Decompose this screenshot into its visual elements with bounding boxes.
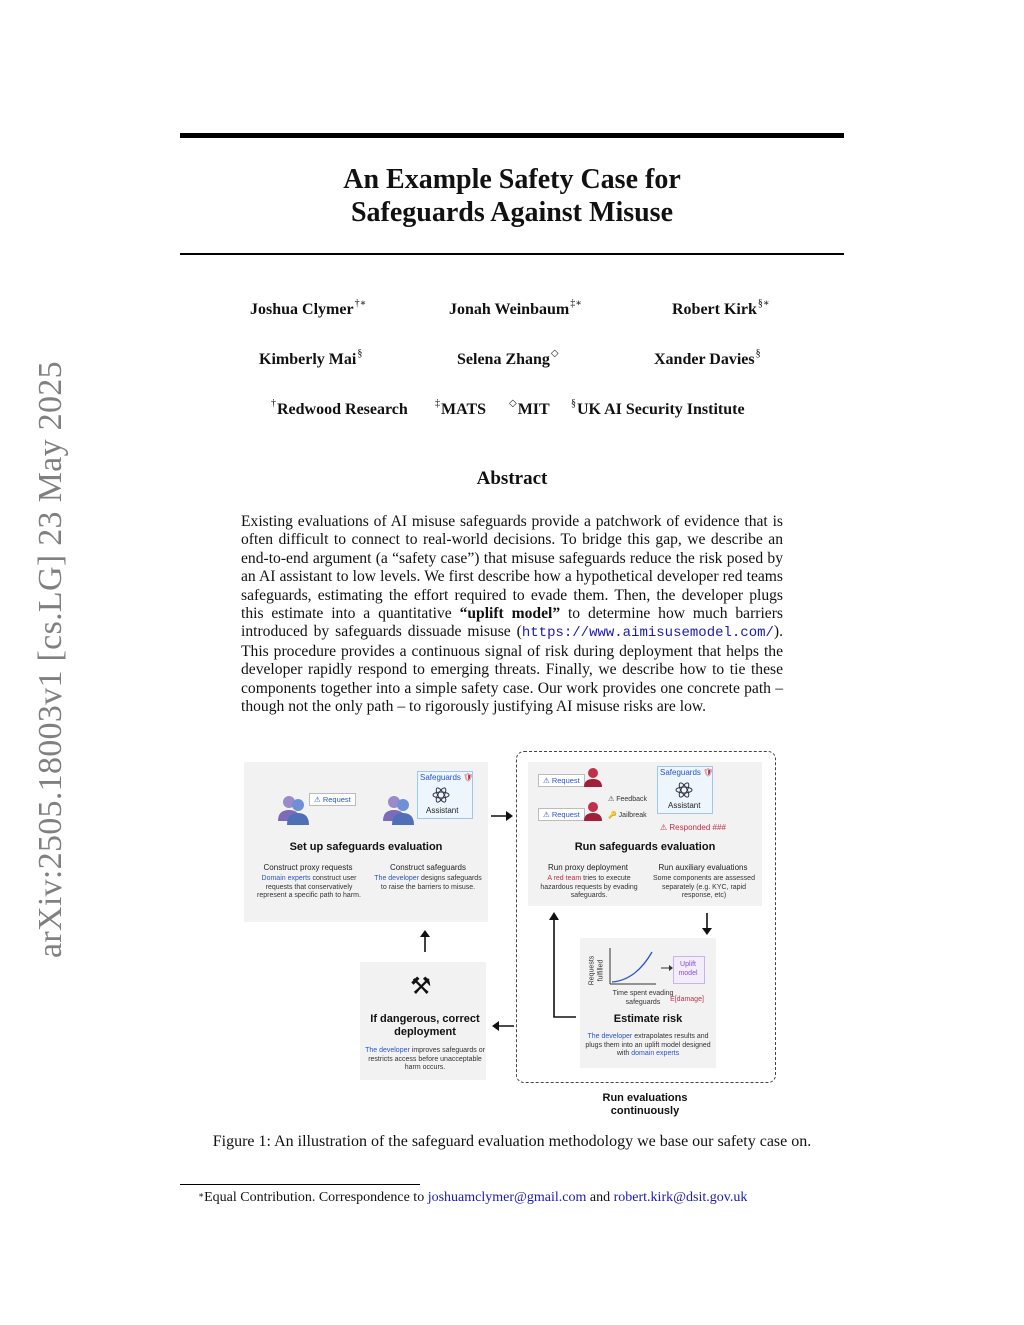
users-icon <box>275 793 311 827</box>
responded-label: ⚠ Responded ### <box>660 823 726 832</box>
arrow-right <box>490 810 514 822</box>
red-team-icon <box>582 766 604 788</box>
atom-icon <box>432 787 450 803</box>
run-request-tag-2: ⚠ Request <box>538 808 585 821</box>
setup-request-tag: ⚠ Request <box>309 793 356 806</box>
run-left-subheading: Run proxy deployment <box>547 863 629 872</box>
abstract-heading: Abstract <box>476 468 548 489</box>
author-1: Joshua Clymer†∗ <box>250 298 367 318</box>
uplift-model-label: Uplift model <box>678 961 698 977</box>
author-5: Selena Zhang◇ <box>457 348 559 368</box>
uplift-model-link[interactable]: https://www.aimisusemodel.com/ <box>521 625 774 642</box>
tools-icon: ⚒ <box>410 972 432 1000</box>
run-request-tag-1: ⚠ Request <box>538 774 585 787</box>
arrow-right <box>660 964 674 972</box>
arxiv-identifier: arXiv:2505.18003v1 [cs.LG] 23 May 2025 <box>32 361 69 958</box>
correct-heading: If dangerous, correct deployment <box>370 1013 480 1038</box>
run-heading: Run safeguards evaluation <box>574 841 716 853</box>
setup-right-subheading: Construct safeguards <box>389 863 467 872</box>
email-link-1[interactable]: joshuamclymer@gmail.com <box>427 1190 587 1205</box>
figure-caption: Figure 1: An illustration of the safeguard evaluation methodology we base our safety case on. <box>212 1133 812 1150</box>
author-4: Kimberly Mai§ <box>259 348 363 368</box>
author-6: Xander Davies§ <box>654 348 761 368</box>
run-right-subheading: Run auxiliary evaluations <box>658 863 748 872</box>
chart-y-axis-label: Requests fulfilled <box>588 955 604 986</box>
jailbreak-label: 🔑 Jailbreak <box>608 812 647 819</box>
correct-text: The developer improves safeguards or restricts access before unacceptable harm occurs. <box>365 1047 485 1071</box>
red-team-icon <box>582 800 604 822</box>
title-bottom-rule <box>180 253 844 255</box>
affiliation-2: ‡MATS <box>435 398 487 418</box>
affiliation-1: †Redwood Research <box>271 398 408 418</box>
setup-safeguards-label: Safeguards 🛡 <box>420 773 474 782</box>
setup-heading: Set up safeguards evaluation <box>289 841 443 853</box>
expected-damage-label: E[damage] <box>670 996 704 1003</box>
feedback-label: ⚠ Feedback <box>608 796 647 803</box>
setup-assistant-label: Assistant <box>426 806 459 815</box>
setup-left-subheading: Construct proxy requests <box>263 863 353 872</box>
paper-title <box>180 163 844 229</box>
arrow-down <box>701 912 713 936</box>
title-line-2: Safeguards Against Misuse <box>350 197 674 228</box>
footnote: ∗Equal Contribution. Correspondence to joshuamclymer@gmail.com and robert.kirk@dsit.gov.uk <box>198 1190 748 1205</box>
author-3: Robert Kirk§∗ <box>672 298 770 318</box>
author-2: Jonah Weinbaum‡∗ <box>449 298 582 318</box>
setup-left-text: Domain experts construct user requests that conservatively represent a specific path to harm. <box>257 875 361 899</box>
email-link-2[interactable]: robert.kirk@dsit.gov.uk <box>613 1190 748 1205</box>
arrow-left <box>491 1020 515 1032</box>
estimate-text: The developer extrapolates results and plugs them into an uplift model designed with domain experts <box>585 1033 711 1057</box>
run-assistant-label: Assistant <box>668 801 701 810</box>
atom-icon <box>675 782 693 798</box>
footnote-rule <box>180 1184 420 1185</box>
run-left-text: A red team tries to execute hazardous requests by evading safeguards. <box>540 875 638 899</box>
title-line-1: An Example Safety Case for <box>343 164 681 195</box>
arrow-up <box>419 929 431 953</box>
estimate-heading: Estimate risk <box>613 1013 683 1025</box>
chart-x-axis-label: Time spent evading safeguards <box>612 990 674 1006</box>
users-icon <box>380 793 416 827</box>
run-safeguards-label: Safeguards 🛡 <box>660 768 714 777</box>
affiliation-4: §UK AI Security Institute <box>571 398 745 418</box>
run-right-text: Some components are assessed separately (e.g. KYC, rapid response, etc) <box>653 875 755 899</box>
affiliation-3: ◇MIT <box>509 398 550 418</box>
title-top-rule <box>180 133 844 138</box>
loop-label: Run evaluations continuously <box>602 1092 688 1117</box>
loop-arrow-up <box>548 910 578 1020</box>
setup-right-text: The developer designs safeguards to raise the barriers to misuse. <box>374 875 482 891</box>
uplift-model-term: “uplift model” <box>459 605 561 623</box>
abstract-body: Existing evaluations of AI misuse safeguards provide a patchwork of evidence that is often difficult to connect to real-world decisions. To bridge this gap, we describe an end-to-end argument (a “safety case”) that misuse safeguards reduce the risk posed by an AI assistant to low levels. We first describe how a hypothetical developer red teams safeguards, estimating the effort required to evade them. Then, the developer plugs this estimate into a quantitative “uplift model” to determine how much barriers introduced by safeguards dissuade misuse (https://www.aimisusemodel.com/). This procedure provides a continuous signal of risk during deployment that helps the developer rapidly respond to emerging threats. Finally, we describe how to tie these components together into a simple safety case. Our work provides one concrete path – though not the only path – to rigorously justifying AI misuse risks are low. <box>241 513 783 716</box>
